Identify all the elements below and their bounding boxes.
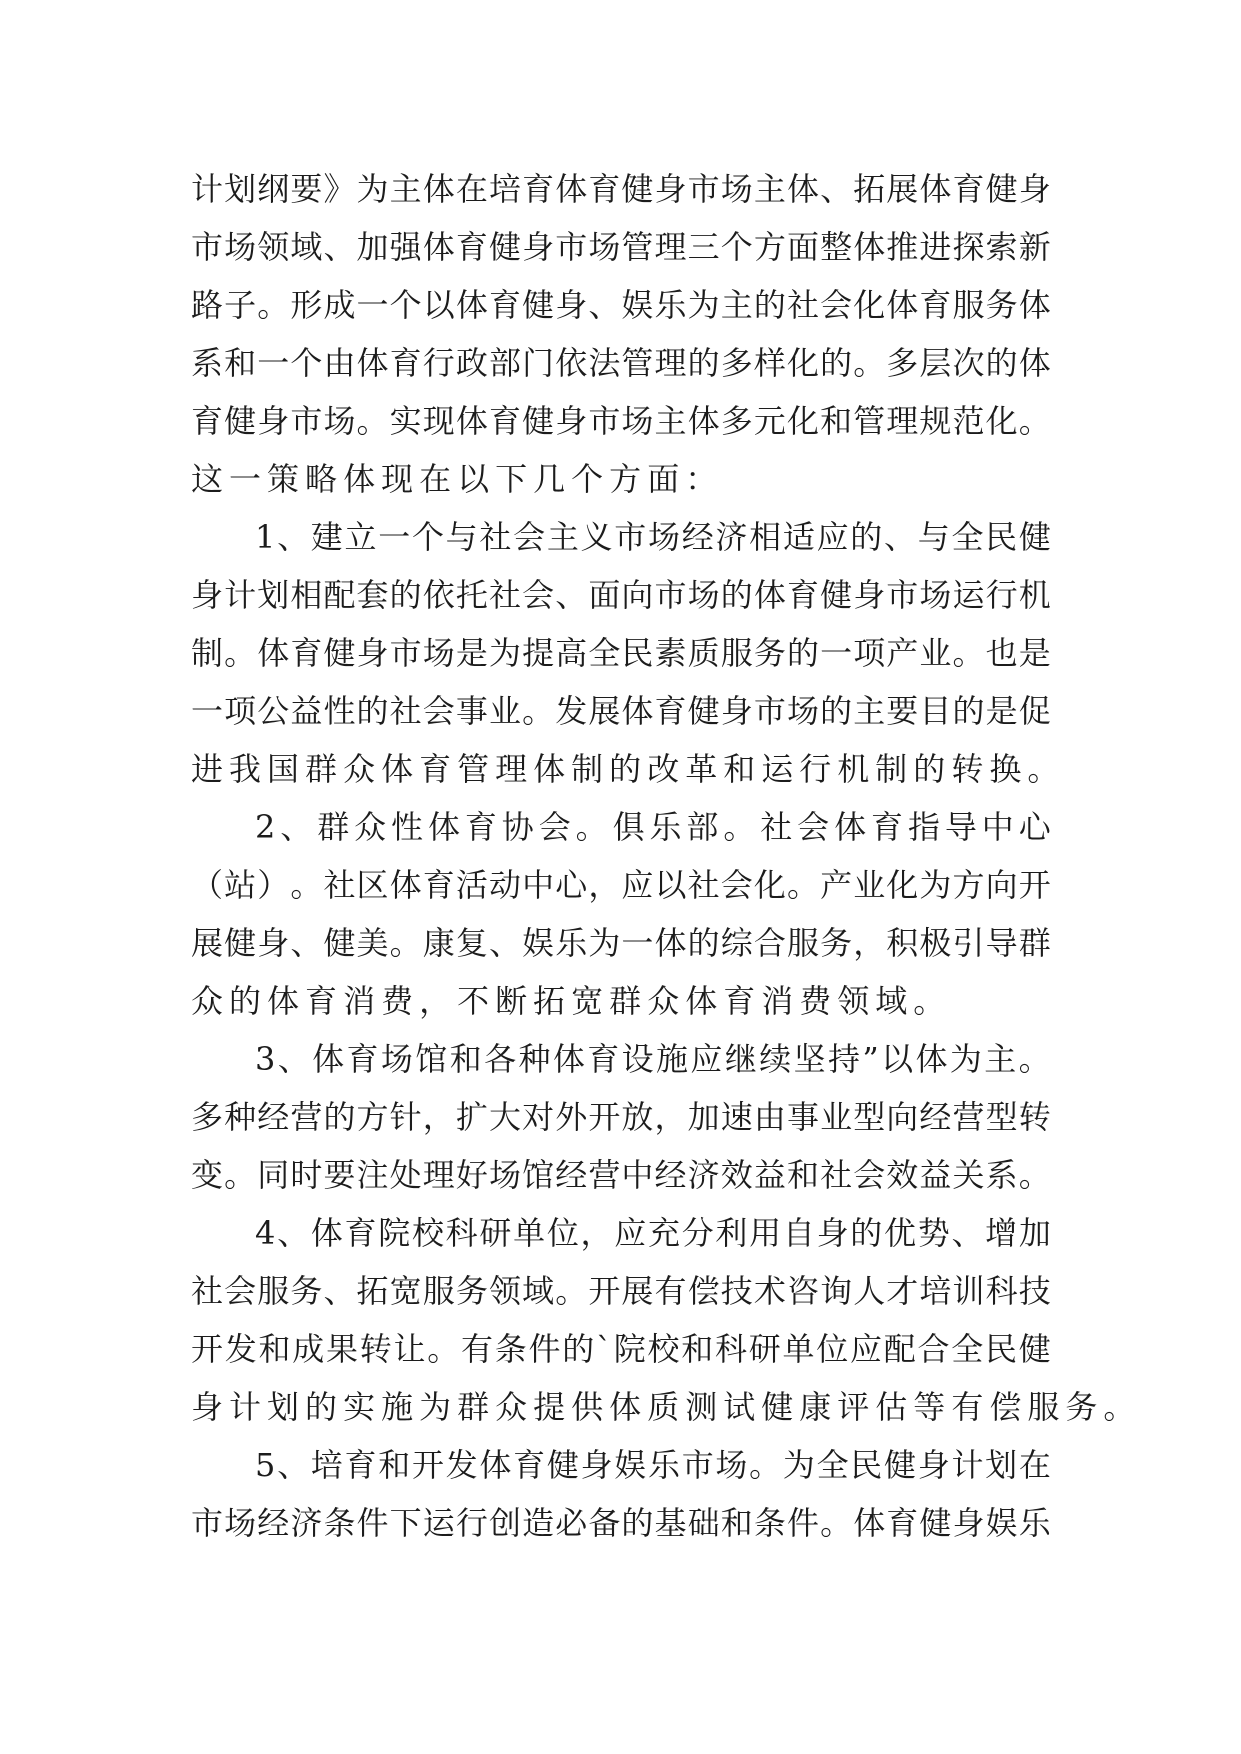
text-line: 多 种 经 营 的 方 针 ， 扩 大 对 外 开 放 ， 加 速 由 事 业 型 向 经 营 型 转 <box>191 1098 1051 1136</box>
text-line: 2 、 群 众 性 体 育 协 会 。 俱 乐 部 。 社 会 体 育 指 导 中 心 <box>255 808 1051 846</box>
text-line: 5 、 培 育 和 开 发 体 育 健 身 娱 乐 市 场 。 为 全 民 健 身 计 划 在 <box>255 1446 1051 1484</box>
text-line: 进 我 国 群 众 体 育 管 理 体 制 的 改 革 和 运 行 机 制 的 转 换 。 <box>191 750 1066 788</box>
text-line: 制 。 体 育 健 身 市 场 是 为 提 高 全 民 素 质 服 务 的 一 项 产 业 。 也 是 <box>191 634 1051 672</box>
text-line: 市 场 经 济 条 件 下 运 行 创 造 必 备 的 基 础 和 条 件 。 体 育 健 身 娱 乐 <box>191 1504 1051 1542</box>
text-line: 变 。 同 时 要 注 处 理 好 场 馆 经 营 中 经 济 效 益 和 社 会 效 益 关 系 。 <box>191 1156 1051 1194</box>
text-line: 市 场 领 域 、 加 强 体 育 健 身 市 场 管 理 三 个 方 面 整 体 推 进 探 索 新 <box>191 228 1051 266</box>
text-line: 4 、 体 育 院 校 科 研 单 位 ， 应 充 分 利 用 自 身 的 优 势 、 增 加 <box>255 1214 1051 1252</box>
text-line: 3 、 体 育 场 馆 和 各 种 体 育 设 施 应 继 续 坚 持 ” 以 体 为 主 。 <box>255 1040 1051 1078</box>
text-line: 社 会 服 务 、 拓 宽 服 务 领 域 。 开 展 有 偿 技 术 咨 询 人 才 培 训 科 技 <box>191 1272 1051 1310</box>
text-line: 身 计 划 的 实 施 为 群 众 提 供 体 质 测 试 健 康 评 估 等 有 偿 服 务 。 <box>191 1388 1142 1426</box>
text-line: 身 计 划 相 配 套 的 依 托 社 会 、 面 向 市 场 的 体 育 健 身 市 场 运 行 机 <box>191 576 1051 614</box>
text-line: 系 和 一 个 由 体 育 行 政 部 门 依 法 管 理 的 多 样 化 的 。 多 层 次 的 体 <box>191 344 1051 382</box>
text-line: 展 健 身 、 健 美 。 康 复 、 娱 乐 为 一 体 的 综 合 服 务 ， 积 极 引 导 群 <box>191 924 1051 962</box>
text-line: 育 健 身 市 场 。 实 现 体 育 健 身 市 场 主 体 多 元 化 和 管 理 规 范 化 。 <box>191 402 1051 440</box>
text-line: 一 项 公 益 性 的 社 会 事 业 。 发 展 体 育 健 身 市 场 的 主 要 目 的 是 促 <box>191 692 1051 730</box>
text-line: 这 一 策 略 体 现 在 以 下 几 个 方 面 ： <box>191 460 724 498</box>
text-line: 计 划 纲 要 》 为 主 体 在 培 育 体 育 健 身 市 场 主 体 、 拓 展 体 育 健 身 <box>191 170 1051 208</box>
text-line: 众 的 体 育 消 费 ， 不 断 拓 宽 群 众 体 育 消 费 领 域 。 <box>191 982 952 1020</box>
text-line: 开 发 和 成 果 转 让 。 有 条 件 的 ` 院 校 和 科 研 单 位 应 配 合 全 民 健 <box>191 1330 1051 1368</box>
text-line: 1 、 建 立 一 个 与 社 会 主 义 市 场 经 济 相 适 应 的 、 与 全 民 健 <box>255 518 1051 556</box>
text-line: 路 子 。 形 成 一 个 以 体 育 健 身 、 娱 乐 为 主 的 社 会 化 体 育 服 务 体 <box>191 286 1051 324</box>
body-text <box>191 160 1142 1552</box>
text-line: （ 站 ） 。 社 区 体 育 活 动 中 心 ， 应 以 社 会 化 。 产 业 化 为 方 向 开 <box>191 866 1051 904</box>
